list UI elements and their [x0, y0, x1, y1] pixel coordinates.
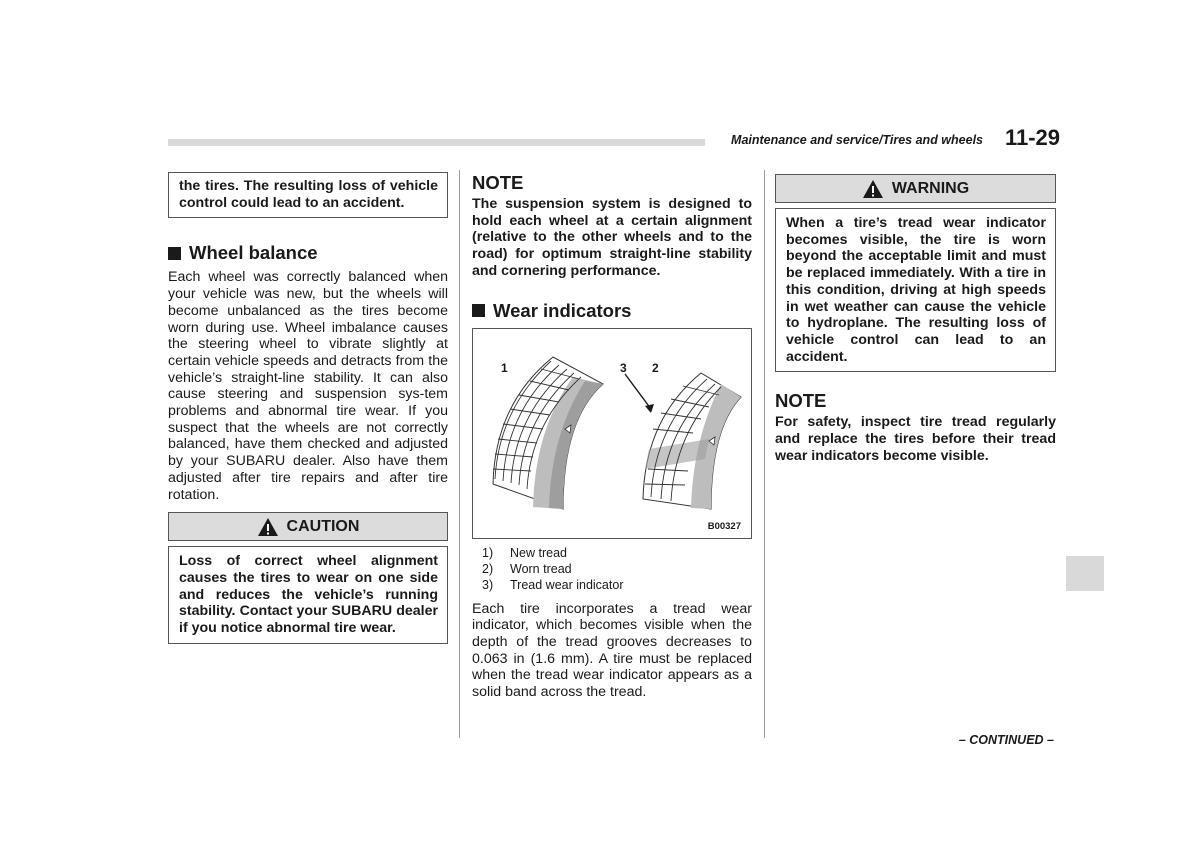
column-divider-1	[459, 170, 460, 738]
section-square-icon	[168, 247, 181, 260]
note-body: For safety, inspect tire tread regularly and replace the tires before their tread wear indicators become visible.	[775, 414, 1056, 464]
fig-label-3: 3	[620, 360, 627, 375]
fig-label-1: 1	[501, 360, 508, 375]
legend-item: 3) Tread wear indicator	[482, 577, 624, 592]
note-title: NOTE	[472, 172, 524, 193]
legend-item: 2) Worn tread	[482, 561, 572, 576]
continued-warning-box: the tires. The resulting loss of vehicle control could lead to an accident.	[168, 172, 448, 218]
wheel-balance-body: Each wheel was correctly balanced when your vehicle was new, but the wheels will become unbalanced as the tires become worn during use. Wheel imbalance causes the steering wheel to vibrate slightly at certain vehicle speeds and detracts from the vehicle’s straight-line stability. It can also cause steering and suspension sys-tem problems and abnormal tire wear. If you suspect that the wheels are not correctly balanced, have them checked and adjusted by your SUBARU dealer. Also have them adjusted after tire repairs and after tire rotation.	[168, 269, 448, 503]
figure-legend	[472, 545, 752, 593]
section-square-icon	[472, 304, 485, 317]
wheel-balance-heading	[168, 242, 448, 264]
warning-triangle-icon	[257, 517, 279, 537]
chapter-tab	[1066, 556, 1104, 591]
column-3	[775, 174, 1056, 464]
caution-body: Loss of correct wheel alignment causes the tires to wear on one side and reduces the vehicle’s running stability. Contact your SUBARU dealer if you notice abnormal tire wear.	[168, 546, 448, 644]
warning-header	[775, 174, 1056, 203]
warning-triangle-icon	[862, 179, 884, 199]
page-number: 11-29	[1004, 125, 1060, 150]
tread-figure	[472, 328, 752, 539]
note-title: NOTE	[775, 390, 827, 412]
continued-label: – CONTINUED –	[958, 733, 1054, 747]
header-rule	[168, 139, 705, 146]
caution-header	[168, 512, 448, 541]
fig-label-2: 2	[652, 360, 659, 375]
warning-body: When a tire’s tread wear indicator becomes visible, the tire is worn beyond the acceptable limit and must be replaced immediately. With a tire in this condition, driving at high speeds in wet weather can cause the vehicle to hydroplane. The resulting loss of vehicle control can lead to an accident.	[775, 208, 1056, 372]
header-section-title: Maintenance and service/Tires and wheels	[731, 133, 983, 147]
caution-block	[168, 512, 448, 644]
warning-label: WARNING	[891, 179, 970, 197]
column-2	[472, 172, 752, 701]
wear-indicators-title: Wear indicators	[493, 299, 632, 321]
note-body: The suspension system is designed to hold each wheel at a certain alignment (relative to the other wheels and to the road) for optimum straight-line stability and cornering performance.	[472, 196, 752, 279]
caution-label: CAUTION	[286, 517, 360, 535]
tread-illustration	[473, 329, 751, 538]
legend-item: 1) New tread	[482, 545, 567, 560]
wheel-balance-title: Wheel balance	[189, 242, 318, 264]
column-1	[168, 172, 448, 644]
column-divider-2	[764, 170, 765, 738]
figure-code: B00327	[707, 520, 741, 532]
wear-indicators-body: Each tire incorporates a tread wear indicator, which becomes visible when the depth of the tread grooves decreases to 0.063 in (1.6 mm). A tire must be replaced when the tread wear indicator appears as a solid band across the tread.	[472, 600, 752, 701]
wear-indicators-heading	[472, 300, 752, 322]
